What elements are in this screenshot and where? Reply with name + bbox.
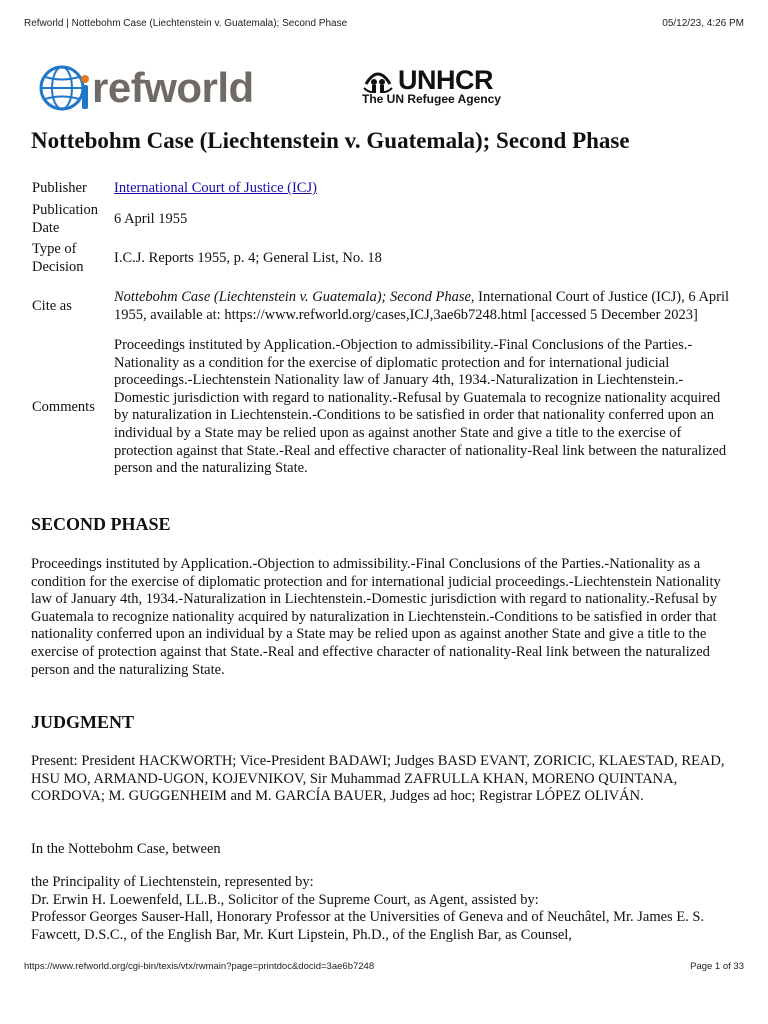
- meta-value-cite: [112, 278, 740, 336]
- second-phase-heading: SECOND PHASE: [31, 514, 171, 534]
- meta-row-cite: [30, 278, 740, 336]
- refworld-wordmark: refworld: [92, 64, 254, 111]
- judgment-heading: JUDGMENT: [31, 712, 134, 732]
- meta-label-type: Type of Decision: [32, 241, 84, 275]
- second-phase-section: [31, 516, 743, 534]
- party-line-3: Professor Georges Sauser-Hall, Honorary Professor at the Universities of Geneva and of Neuchâtel, Mr. James E. S. Fawcett, D.S.C., of the English Bar, Mr. Kurt Lipstein, Ph.D., of the English Bar, as Counsel,: [31, 909, 705, 943]
- meta-value-type: I.C.J. Reports 1955, p. 4; General List, No. 18: [114, 250, 382, 267]
- party-line-2: Dr. Erwin H. Loewenfeld, LL.B., Solicitor of the Supreme Court, as Agent, assisted by:: [31, 891, 539, 908]
- meta-label-publication-date: Publication Date: [32, 202, 99, 236]
- judgment-section: [31, 714, 743, 732]
- footer-page-number: Page 1 of 33: [690, 961, 744, 972]
- meta-row-publication-date: [30, 200, 740, 240]
- meta-label-comments: Comments: [32, 398, 95, 415]
- meta-value-publisher: [112, 178, 740, 200]
- unhcr-tagline: The UN Refugee Agency: [362, 92, 501, 106]
- meta-label-publisher: Publisher: [32, 180, 87, 197]
- meta-value-comments: Proceedings instituted by Application.-Objection to admissibility.-Final Conclusions of the Parties.-Nationality as a condition for the exercise of diplomatic protection and for international judicial proceedings.-Liechtenstein Nationality law of January 4th, 1934.-Naturalization in Liechtenstein.-Domestic jurisdiction with regard to nationality.-Refusal by Guatemala to recognize nationality acquired by naturalization in Liechtenstein.-Conditions to be satisfied in order that nationality conferred upon an individual by a State may be relied upon as against another State and give a title to the exercise of protection against that State.-Real and effective character of nationality-Real link between the naturalized person and the naturalizing State.: [114, 337, 727, 477]
- metadata-table: [30, 178, 740, 479]
- page-title: Nottebohm Case (Liechtenstein v. Guatemala); Second Phase: [31, 128, 630, 153]
- globe-icon: [38, 64, 90, 112]
- meta-row-type: [30, 240, 740, 278]
- second-phase-body: Proceedings instituted by Application.-Objection to admissibility.-Final Conclusions of the Parties.-Nationality as a condition for the exercise of diplomatic protection and for international judicial proceedings.-Liechtenstein Nationality law of January 4th, 1934.-Naturalization in Liechtenstein.-Domestic jurisdiction with regard to nationality.-Refusal by Guatemala to recognize nationality acquired by naturalization in Liechtenstein.-Conditions to be satisfied in order that nationality conferred upon an individual by a State may be relied upon as against another State and give a title to the exercise of protection against that State.-Real and effective character of nationality-Real link between the naturalized person and the naturalizing State.: [31, 556, 721, 678]
- print-footer: [24, 961, 744, 972]
- meta-row-publisher: [30, 178, 740, 200]
- unhcr-wordmark: UNHCR: [398, 65, 493, 95]
- party-paragraph: [31, 874, 743, 944]
- print-header: [24, 18, 744, 32]
- print-header-datetime: 05/12/23, 4:26 PM: [662, 18, 744, 29]
- meta-label-cite: Cite as: [32, 298, 72, 315]
- logo-bar: [38, 60, 738, 120]
- meta-value-publication-date: 6 April 1955: [114, 211, 188, 228]
- cite-rest: , International Court of Justice (ICJ), 6 April 1955, available at: https://www.refworld.org/cases,ICJ,3ae6b7248.html [accessed 5 December 2023]: [114, 289, 730, 323]
- meta-row-comments: [30, 336, 740, 479]
- between-paragraph: In the Nottebohm Case, between: [31, 841, 221, 857]
- footer-url: https://www.refworld.org/cgi-bin/texis/vtx/rwmain?page=printdoc&docid=3ae6b7248: [24, 961, 375, 972]
- print-header-title: Refworld | Nottebohm Case (Liechtenstein v. Guatemala); Second Phase: [24, 18, 348, 29]
- refworld-logo[interactable]: [38, 64, 254, 112]
- unhcr-emblem-icon: [362, 66, 394, 94]
- publisher-link[interactable]: International Court of Justice (ICJ): [114, 180, 317, 197]
- cite-case-name: Nottebohm Case (Liechtenstein v. Guatemala); Second Phase: [114, 289, 471, 306]
- present-paragraph: Present: President HACKWORTH; Vice-President BADAWI; Judges BASD EVANT, ZORICIC, KLAESTAD, READ, HSU MO, ARMAND-UGON, KOJEVNIKOV, Sir Muhammad ZAFRULLA KHAN, MORENO QUINTANA, CORDOVA; M. GUGGENHEIM and M. GARCÍA BAUER, Judges ad hoc; Registrar LÓPEZ OLIVÁN.: [31, 753, 725, 805]
- party-line-1: the Principality of Liechtenstein, represented by:: [31, 874, 314, 890]
